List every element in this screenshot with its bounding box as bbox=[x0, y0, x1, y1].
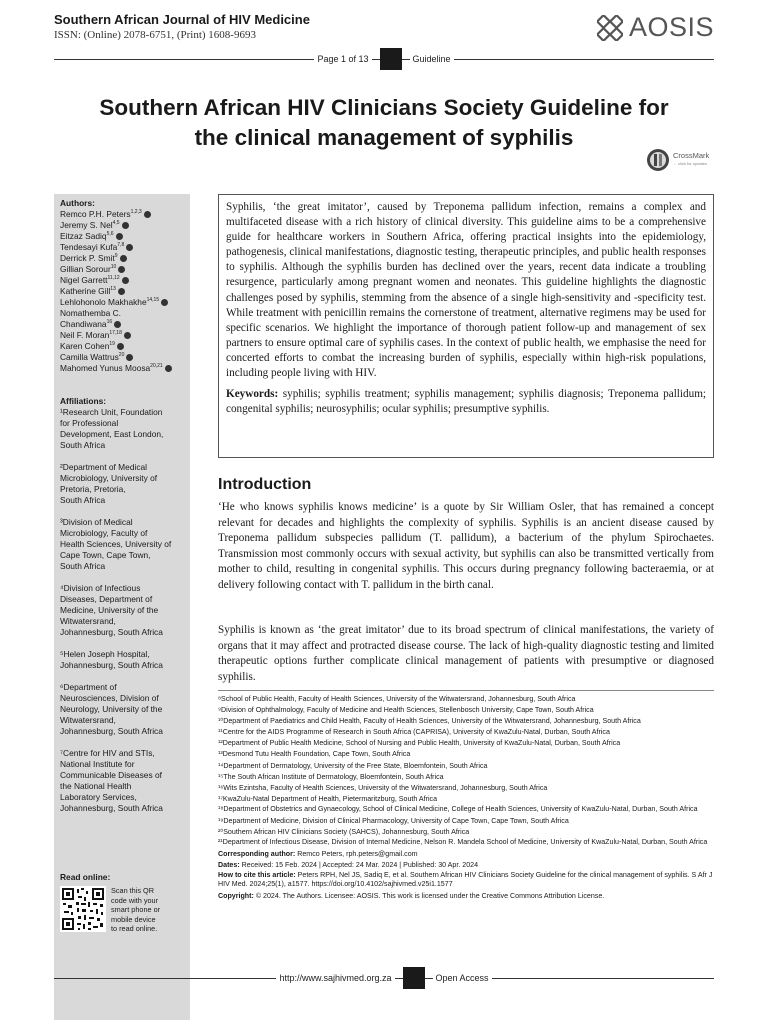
affiliations-list bbox=[60, 407, 188, 814]
affiliation-line: Johannesburg, South Africa bbox=[60, 803, 163, 813]
affiliation-line: for Professional bbox=[60, 418, 119, 428]
authors-heading: Authors: bbox=[60, 198, 95, 208]
aosis-logo-icon bbox=[597, 15, 623, 41]
author-name: Camilla Wattrus bbox=[60, 352, 119, 362]
affiliation-line: Communicable Diseases of bbox=[60, 770, 162, 780]
affiliation-line: National Institute for bbox=[60, 759, 135, 769]
cite-value[interactable]: Peters RPH, Nel JS, Sadiq E, et al. Southern African HIV Clinicians Society Guideline for the clinical management of syphilis. S Afr J HIV Med. 2024;25(1), a1577. https://doi.org/10.4102/sajhivmed.v25i1.1577 bbox=[218, 871, 713, 889]
affiliation-line: Medicine, University of the bbox=[60, 605, 159, 615]
qr-text-line: mobile device bbox=[111, 914, 156, 924]
orcid-icon[interactable] bbox=[124, 332, 131, 339]
affiliation-item bbox=[60, 462, 188, 506]
affiliation-line: Neurology, University of the bbox=[60, 704, 163, 714]
affiliation-line: Johannesburg, South Africa bbox=[60, 627, 163, 637]
affiliation-line: ³Division of Medical bbox=[60, 517, 133, 527]
author-name: Gillian Sorour bbox=[60, 264, 111, 274]
abstract-body: Syphilis, ‘the great imitator’, caused by Treponema pallidum infection, remains a complex and multifaceted disease with a rich history of clinical diversity. This guideline aims to be a comprehensive guide for healthcare workers in Southern Africa, offering practical insights into the epidemiology, pathogenesis, clinical manifestations, diagnostic testing, therapeutic principles, and public health responses to syphilis. Although the syphilis burden has declined over the years, recent data indicate a troubling resurgence, particularly among pregnant women and neonates. This guideline highlights the diagnostic challenges posed by syphilis, stemming from the absence of a single high-sensitivity and -specificity test. While treatment with penicillin remains the cornerstone of treatment, alternative regimens may be used for specific scenarios. We highlight the importance of thorough patient follow-up and management of sex partners to ensure optimal care of syphilis cases. In the context of public health, we emphasise the need for concerted efforts to combat the increasing burden of syphilis, especially within high-risk populations, including people living with HIV. bbox=[226, 201, 706, 380]
author-item bbox=[60, 242, 188, 253]
affiliation-line: Johannesburg, South Africa bbox=[60, 660, 163, 670]
cite-label: How to cite this article: bbox=[218, 871, 296, 880]
keywords-label: Keywords: bbox=[226, 388, 279, 401]
affiliations-heading: Affiliations: bbox=[60, 396, 107, 406]
author-item bbox=[60, 231, 188, 242]
footnote-19: ¹⁹Department of Medicine, Division of Clinical Pharmacology, University of Cape Town, Cape Town, South Africa bbox=[218, 816, 569, 825]
issn: ISSN: (Online) 2078-6751, (Print) 1608-9693 bbox=[54, 29, 256, 41]
authors-block bbox=[60, 198, 188, 374]
orcid-icon[interactable] bbox=[161, 299, 168, 306]
author-affiliation-ref: 5,6 bbox=[106, 231, 114, 238]
open-access-label: Open Access bbox=[433, 973, 492, 983]
affiliation-footnote: ¹¹Centre for the AIDS Programme of Research in South Africa (CAPRISA), University of KwaZulu-Natal, Durban, South Africa bbox=[218, 728, 610, 737]
article-dates bbox=[218, 860, 714, 871]
orcid-icon[interactable] bbox=[144, 211, 151, 218]
orcid-icon[interactable] bbox=[120, 255, 127, 262]
keywords-list: syphilis; syphilis treatment; syphilis management; syphilis diagnosis; Treponema pallidum; congenital syphilis; neurosyphilis; ocular syphilis; presumptive syphilis. bbox=[226, 388, 707, 416]
footnote-rule bbox=[218, 690, 714, 691]
affiliation-line: ⁴Division of Infectious bbox=[60, 583, 141, 593]
affiliation-footnote: ¹⁰Department of Paediatrics and Child Health, Faculty of Health Sciences, University of the Witwatersrand, Johannesburg, South Africa bbox=[218, 717, 641, 726]
author-name: Lehlohonolo Makhakhe bbox=[60, 297, 147, 307]
journal-name: Southern African Journal of HIV Medicine bbox=[54, 12, 310, 27]
crossmark-badge[interactable] bbox=[646, 148, 709, 172]
author-item bbox=[60, 253, 188, 264]
affiliation-footnote: ¹⁴Department of Dermatology, University of the Free State, Bloemfontein, South Africa bbox=[218, 761, 488, 770]
author-affiliation-ref: 9 bbox=[114, 253, 118, 260]
affiliation-line: Health Sciences, University of bbox=[60, 539, 172, 549]
intro-heading: Introduction bbox=[218, 476, 312, 493]
corresponding-label: Corresponding author: bbox=[218, 850, 296, 859]
author-affiliation-ref: 1,2,3 bbox=[130, 209, 142, 216]
footer-marker bbox=[403, 967, 425, 989]
affiliation-line: ⁷Centre for HIV and STIs, bbox=[60, 748, 155, 758]
orcid-icon[interactable] bbox=[116, 233, 123, 240]
orcid-icon[interactable] bbox=[118, 288, 125, 295]
author-name: Jeremy S. Nel bbox=[60, 220, 113, 230]
author-item bbox=[60, 341, 188, 352]
affiliation-item bbox=[60, 649, 188, 671]
affiliation-footnote: ¹²Department of Public Health Medicine, School of Nursing and Public Health, University of KwaZulu-Natal, Durban, South Africa bbox=[218, 739, 621, 748]
crossmark-label: CrossMark bbox=[673, 151, 710, 160]
author-name: Chandiwana bbox=[60, 319, 107, 329]
intro-paragraph-1: ‘He who knows syphilis knows medicine’ is a quote by Sir William Osler, that has remained a concept relevant for decades and highlights the complexity of syphilis. Syphilis is an ancient disease caused by Treponema pallidum subspecies pallidum (T. pallidum), a bacterium of the phylum Spirochaetes. Transmission most commonly occurs with sexual activity, but syphilis can also be transmitted vertically from mother to child, resulting in congenital syphilis. This occurs during pregnancy following bacteraemia, or at delivery following contact with T. pallidum in the birth canal. bbox=[218, 501, 714, 591]
affiliation-line: South Africa bbox=[60, 440, 106, 450]
affiliation-footnote: ⁸School of Public Health, Faculty of Health Sciences, University of the Witwatersrand, Johannesburg, South Africa bbox=[218, 695, 576, 703]
footnote-21: ²¹Department of Infectious Disease, Division of Internal Medicine, Nelson R. Mandela School of Medicine, University of KwaZulu-Natal, Durban, South Africa bbox=[218, 838, 708, 847]
affiliation-line: Witwatersrand, bbox=[60, 715, 116, 725]
author-item bbox=[60, 286, 188, 297]
crossmark-sublabel: ← click for updates bbox=[673, 161, 708, 166]
author-name: Mahomed Yunus Moosa bbox=[60, 363, 151, 373]
intro-paragraph-2: Syphilis is known as ‘the great imitator’ due to its broad spectrum of clinical manifestations, the variety of organs that it may affect and protracted disease course. The lack of high-quality diagnostic testing and limited therapeutic options further complicate clinical management of patients with presumptive or diagnosed syphilis. bbox=[218, 624, 714, 683]
author-affiliation-ref: 13 bbox=[110, 286, 116, 293]
affiliation-item bbox=[60, 682, 188, 737]
affiliation-line: Laboratory Services, bbox=[60, 792, 137, 802]
affiliation-line: Neurosciences, Division of bbox=[60, 693, 159, 703]
qr-code-icon[interactable] bbox=[60, 886, 106, 932]
how-to-cite bbox=[218, 871, 714, 889]
author-affiliation-ref: 4,5 bbox=[112, 220, 120, 227]
orcid-icon[interactable] bbox=[114, 321, 121, 328]
author-item bbox=[60, 319, 188, 330]
author-name: Derrick P. Smit bbox=[60, 253, 115, 263]
read-online-box bbox=[60, 872, 186, 934]
affiliation-footnote: ⁹Division of Ophthalmology, Faculty of Medicine and Health Sciences, Stellenbosch University, Cape Town, South Africa bbox=[218, 706, 594, 715]
author-item bbox=[60, 275, 188, 286]
page-marker bbox=[380, 48, 402, 70]
affiliation-line: Johannesburg, South Africa bbox=[60, 726, 163, 736]
affiliation-line: Witwatersrand, bbox=[60, 616, 116, 626]
affiliation-footnote: ¹⁵The South African Institute of Dermatology, Bloemfontein, South Africa bbox=[218, 772, 444, 781]
title-line-1: Southern African HIV Clinicians Society Guideline for bbox=[99, 95, 669, 120]
author-name: Eitzaz Sadiq bbox=[60, 231, 107, 241]
read-online-heading: Read online: bbox=[60, 872, 111, 882]
affiliation-item bbox=[60, 583, 188, 638]
footer-nav bbox=[0, 967, 768, 989]
dates-label: Dates: bbox=[218, 861, 240, 870]
author-affiliation-ref: 11,12 bbox=[107, 275, 120, 282]
qr-instructions bbox=[111, 886, 160, 934]
abstract-box bbox=[218, 194, 714, 458]
author-name: Nomathemba C. bbox=[60, 308, 121, 318]
author-affiliation-ref: 17,18 bbox=[109, 330, 122, 337]
affiliation-line: Microbiology, Faculty of bbox=[60, 528, 148, 538]
corresponding-value[interactable]: Remco Peters, rph.peters@gmail.com bbox=[297, 850, 418, 859]
page-number: Page 1 of 13 bbox=[314, 54, 371, 64]
affiliation-footnote: ¹⁶Wits Ezintsha, Faculty of Health Sciences, University of the Witwatersrand, Johannesburg, South Africa bbox=[218, 783, 548, 792]
author-item bbox=[60, 209, 188, 220]
affiliation-line: ¹Research Unit, Foundation bbox=[60, 407, 163, 417]
author-name: Remco P.H. Peters bbox=[60, 209, 131, 219]
author-affiliation-ref: 14,15 bbox=[146, 297, 160, 304]
footnote-20: ²⁰Southern African HIV Clinicians Society (SAHCS), Johannesburg, South Africa bbox=[218, 828, 470, 837]
qr-text-line: Scan this QR bbox=[111, 886, 154, 895]
orcid-icon[interactable] bbox=[118, 266, 125, 273]
author-affiliation-ref: 19 bbox=[109, 341, 115, 348]
affiliation-item bbox=[60, 748, 188, 814]
journal-url[interactable]: http://www.sajhivmed.org.za bbox=[276, 973, 394, 983]
keywords bbox=[226, 387, 706, 417]
orcid-icon[interactable] bbox=[117, 343, 124, 350]
author-item bbox=[60, 297, 188, 308]
author-affiliation-ref: 20 bbox=[118, 352, 125, 359]
affiliation-line: Pretoria, Pretoria, bbox=[60, 484, 126, 494]
orcid-icon[interactable] bbox=[122, 222, 129, 229]
orcid-icon[interactable] bbox=[165, 365, 172, 372]
crossmark-icon bbox=[646, 148, 670, 172]
affiliation-footnote: ¹⁷KwaZulu-Natal Department of Health, Pietermaritzburg, South Africa bbox=[218, 794, 438, 803]
author-affiliation-ref: 7,8 bbox=[117, 242, 125, 249]
affiliation-footnote: ¹³Desmond Tutu Health Foundation, Cape Town, South Africa bbox=[218, 750, 411, 759]
qr-text-line: smart phone or bbox=[111, 905, 161, 914]
affiliation-line: ⁶Department of bbox=[60, 682, 117, 692]
article-type: Guideline bbox=[410, 54, 454, 64]
affiliation-footnotes bbox=[218, 694, 714, 805]
author-item bbox=[60, 264, 188, 275]
author-item bbox=[60, 363, 188, 374]
authors-list bbox=[60, 209, 188, 374]
copyright-value: © 2024. The Authors. Licensee: AOSIS. This work is licensed under the Creative Commons Attribution License. bbox=[255, 892, 605, 901]
author-item bbox=[60, 352, 188, 363]
affiliation-item bbox=[60, 517, 188, 572]
author-item bbox=[60, 330, 188, 341]
author-affiliation-ref: 20,21 bbox=[150, 363, 163, 370]
qr-text-line: to read online. bbox=[111, 924, 158, 933]
affiliation-line: ²Department of Medical bbox=[60, 462, 148, 472]
footnote-18: ¹⁸Department of Obstetrics and Gynaecology, School of Clinical Medicine, College of Health Sciences, University of KwaZulu-Natal, Durban, South Africa bbox=[218, 804, 698, 813]
affiliation-line: Development, East London, bbox=[60, 429, 164, 439]
corresponding-author bbox=[218, 849, 714, 860]
page-nav bbox=[0, 48, 768, 70]
abstract-text bbox=[226, 200, 706, 381]
dates-value: Received: 15 Feb. 2024 | Accepted: 24 Mar. 2024 | Published: 30 Apr. 2024 bbox=[241, 861, 479, 870]
author-affiliation-ref: 10 bbox=[110, 264, 117, 271]
affiliation-line: South Africa bbox=[60, 561, 106, 571]
author-affiliation-ref: 16 bbox=[106, 319, 113, 326]
author-name: Karen Cohen bbox=[60, 341, 110, 351]
author-item bbox=[60, 220, 188, 231]
author-name: Katherine Gill bbox=[60, 286, 111, 296]
affiliation-line: South Africa bbox=[60, 495, 106, 505]
orcid-icon[interactable] bbox=[126, 354, 133, 361]
affiliation-line: ⁵Helen Joseph Hospital, bbox=[60, 649, 150, 659]
publisher-name: AOSIS bbox=[628, 12, 714, 42]
copyright bbox=[218, 891, 714, 902]
author-name: Neil F. Moran bbox=[60, 330, 110, 340]
affiliation-line: Microbiology, University of bbox=[60, 473, 158, 483]
qr-text-line: code with your bbox=[111, 895, 159, 905]
author-name: Tendesayi Kufa bbox=[60, 242, 118, 252]
author-name: Nigel Garrett bbox=[60, 275, 108, 285]
article-title bbox=[54, 93, 714, 153]
author-item bbox=[60, 308, 188, 319]
affiliation-item bbox=[60, 407, 188, 451]
copyright-label: Copyright: bbox=[218, 892, 254, 901]
orcid-icon[interactable] bbox=[122, 277, 129, 284]
affiliation-line: Diseases, Department of bbox=[60, 594, 153, 604]
publisher-logo[interactable] bbox=[597, 12, 714, 43]
affiliation-line: Cape Town, Cape Town, bbox=[60, 550, 151, 560]
orcid-icon[interactable] bbox=[126, 244, 133, 251]
affiliations-block bbox=[60, 396, 188, 825]
title-line-2: the clinical management of syphilis bbox=[194, 125, 574, 150]
footnotes bbox=[218, 694, 714, 902]
affiliation-line: the National Health bbox=[60, 781, 132, 791]
